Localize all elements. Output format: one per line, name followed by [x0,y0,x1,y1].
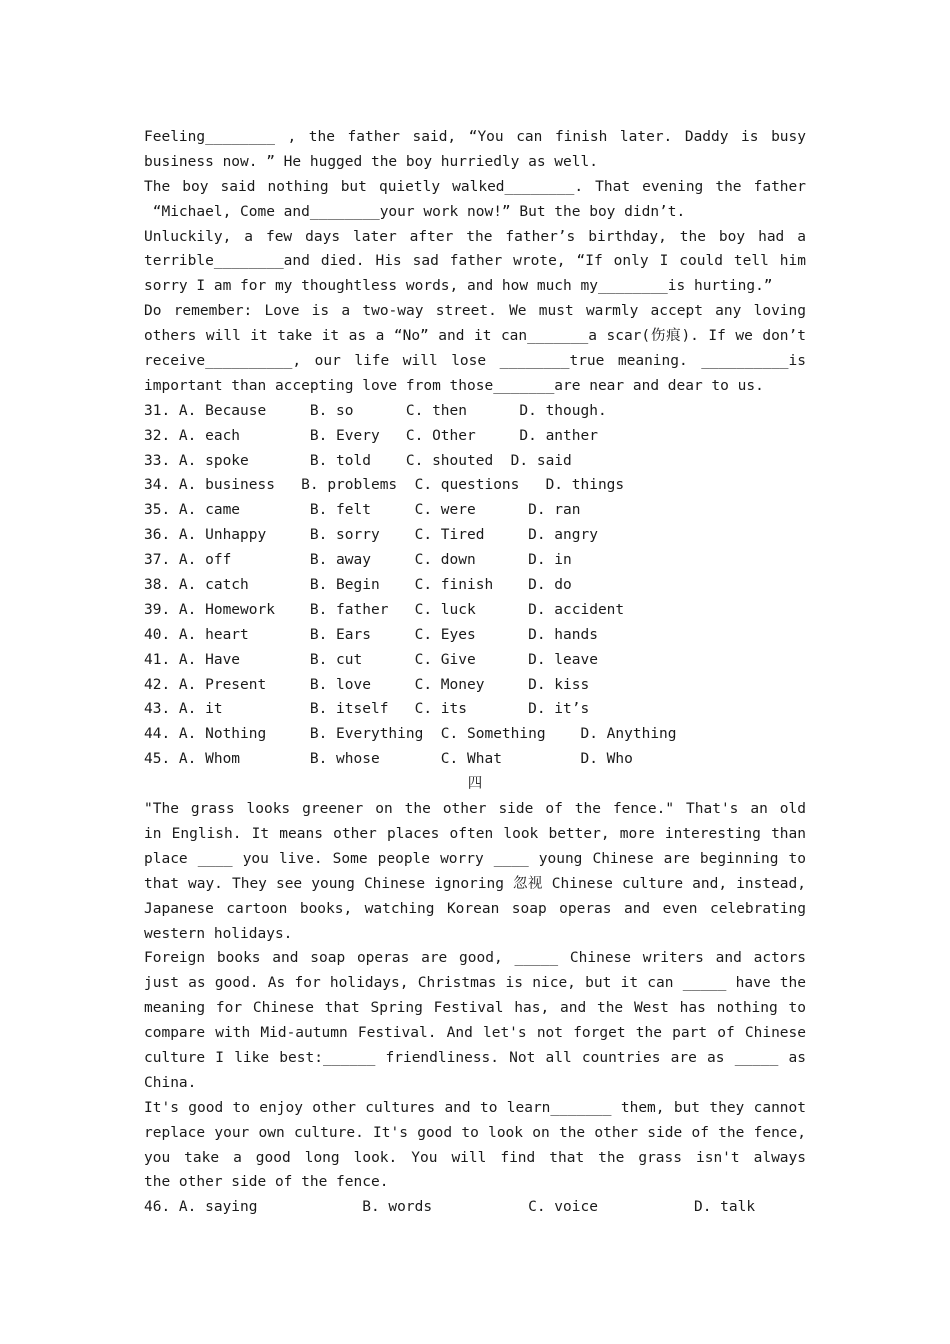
question-options: 40. A. heart B. Ears C. Eyes D. hands [144,626,598,643]
passage-four [144,797,806,1195]
question-options: 32. A. each B. Every C. Other D. anther [144,427,598,444]
passage-three [144,125,806,399]
question-list-46 [144,1195,806,1220]
passage-line: terrible________and died. His sad father wrote, “If only I could tell him [144,253,806,270]
passage-line: Foreign books and soap operas are good, _____ Chinese writers and actors [144,950,806,967]
passage-line: business now. ” He hugged the boy hurriedly as well. [144,153,598,170]
passage-line: compare with Mid-autumn Festival. And let's not forget the part of Chinese [144,1025,806,1042]
question-options: 35. A. came B. felt C. were D. ran [144,502,581,519]
passage-line: sorry I am for my thoughtless words, and how much my________is hurting.” [144,278,773,295]
passage-line: “Michael, Come and________your work now!” But the boy didn’t. [144,203,686,220]
question-options: 39. A. Homework B. father C. luck D. accident [144,601,625,618]
passage-line: western holidays. [144,925,293,942]
passage-line: China. [144,1074,197,1091]
passage-line: place ____ you live. Some people worry ____ young Chinese are beginning to [144,850,806,867]
question-options: 43. A. it B. itself C. its D. it’s [144,701,590,718]
passage-line: meaning for Chinese that Spring Festival has, and the West has nothing to [144,1000,806,1017]
question-options: 33. A. spoke B. told C. shouted D. said [144,452,572,469]
passage-line: Do remember: Love is a two-way street. We must warmly accept any loving [144,303,806,320]
question-options: 42. A. Present B. love C. Money D. kiss [144,676,590,693]
question-options: 41. A. Have B. cut C. Give D. leave [144,651,598,668]
passage-line: "The grass looks greener on the other side of the fence." That's an old [144,801,806,818]
question-options: 45. A. Whom B. whose C. What D. Who [144,751,633,768]
passage-line: It's good to enjoy other cultures and to learn_______ them, but they cannot [144,1099,806,1116]
passage-line: the other side of the fence. [144,1174,389,1191]
passage-line: culture I like best:______ friendliness. Not all countries are as _____ as [144,1049,806,1066]
passage-line: just as good. As for holidays, Christmas is nice, but it can _____ have the [144,975,806,992]
passage-line: others will it take it as a “No” and it can_______a scar(伤痕). If we don’t [144,328,806,345]
passage-line: Japanese cartoon books, watching Korean soap operas and even celebrating [144,900,806,917]
passage-line: that way. They see young Chinese ignoring 忽视 Chinese culture and, instead, [144,875,806,892]
passage-line: Feeling________ , the father said, “You can finish later. Daddy is busy [144,129,806,145]
passage-line: important than accepting love from those_______are near and dear to us. [144,377,764,394]
question-list-31-45 [144,399,806,772]
passage-line: Unluckily, a few days later after the father’s birthday, the boy had a [144,228,806,245]
document-page [144,125,806,1220]
question-options: 31. A. Because B. so C. then D. though. [144,402,607,419]
question-options: 37. A. off B. away C. down D. in [144,552,572,569]
passage-line: The boy said nothing but quietly walked________. That evening the father [144,178,806,195]
passage-line: receive__________, our life will lose ________true meaning. __________is [144,353,806,370]
question-options: 34. A. business B. problems C. questions D. things [144,477,625,494]
passage-line: you take a good long look. You will find that the grass isn't always [144,1149,806,1166]
question-options: 44. A. Nothing B. Everything C. Something D. Anything [144,726,677,743]
question-options: 36. A. Unhappy B. sorry C. Tired D. angry [144,527,598,544]
question-options: 38. A. catch B. Begin C. finish D. do [144,577,572,594]
passage-line: replace your own culture. It's good to look on the other side of the fence, [144,1124,806,1141]
section-four-heading: 四 [467,776,483,793]
question-options: 46. A. saying B. words C. voice D. talk [144,1199,756,1216]
passage-line: in English. It means other places often look better, more interesting than [144,825,806,842]
